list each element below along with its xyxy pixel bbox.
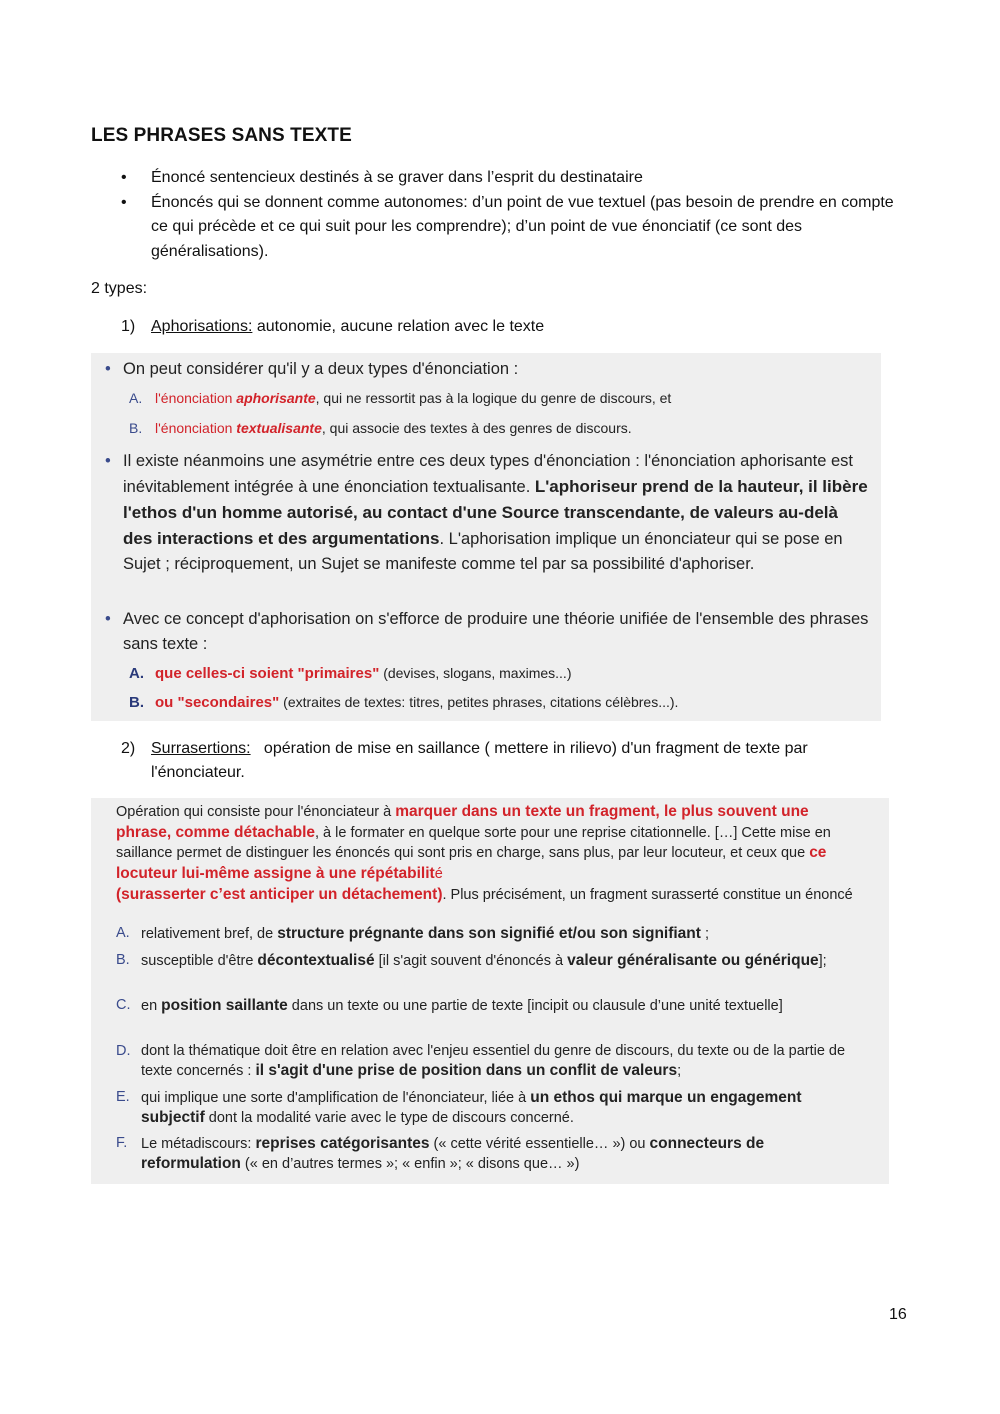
- criterion-d: D. dont la thématique doit être en relation avec l'enjeu essentiel du genre de discours, du texte ou de la partie de texte concernés : il s'agit d'une prise de position dans un conflit de valeurs;: [116, 1043, 846, 1079]
- surassertion-intro: Opération qui consiste pour l'énonciateur à marquer dans un texte un fragment, le plus souvent une phrase, comme détachable, à le formater en quelque sorte pour une reprise citationnelle. […] Cette mise en saillance permet de distinguer les énoncés qui sont pris en charge, sans plus, par leur locuteur, et ceux que ce locuteur lui-même assigne à une répétabilité (surasserter c’est anticiper un détachement). Plus précisément, un fragment surasserté constitue un énoncé: [116, 803, 853, 903]
- surassertion-excerpt: [91, 798, 889, 1184]
- sub-item-b: B. l'énonciation textualisante, qui associe des textes à des genres de discours.: [129, 420, 632, 436]
- type-2-surrasertions: 2) Surrasertions: opération de mise en saillance ( mettere in rilievo) d'un fragment de texte par l'énonciateur.: [121, 740, 813, 781]
- sub-item-secondaires: B. ou "secondaires" (extraites de textes: titres, petites phrases, citations célèbres...).: [129, 694, 679, 711]
- bullet-icon: •: [105, 610, 111, 628]
- types-label: 2 types:: [91, 280, 148, 297]
- term-surrasertions: Surrasertions:: [151, 740, 251, 757]
- criterion-a: A. relativement bref, de structure prégnante dans son signifié et/ou son signifiant ;: [116, 925, 709, 942]
- criterion-b: B. susceptible d'être décontextualisé [il s'agit souvent d'énoncés à valeur généralisante ou générique];: [116, 952, 827, 969]
- bullet-icon: •: [121, 169, 127, 186]
- slide-bullet-2: • Il existe néanmoins une asymétrie entre ces deux types d'énonciation : l'énonciation aphorisante est inévitablement intégrée à une énonciation textualisante. L'aphoriseur prend de la hauteur, il libère l'ethos d'un homme autorisé, au contact d'une Source transcendante, de valeurs au-delà des interactions et des argumentations. L'aphorisation implique un énonciateur qui se pose en Sujet ; réciproquement, un Sujet se manifeste comme tel par sa possibilité d'aphoriser.: [105, 449, 871, 577]
- slide-bullet-3: • Avec ce concept d'aphorisation on s'efforce de produire une théorie unifiée de l'ensemble des phrases sans texte :: [105, 607, 871, 657]
- list-item: • Énoncé sentencieux destinés à se graver dans l’esprit du destinataire: [91, 166, 911, 191]
- criterion-f: F. Le métadiscours: reprises catégorisantes (« cette vérité essentielle… ») ou connecteurs de reformulation (« en d’autres termes »; « enfin »; « disons que… »): [116, 1135, 765, 1172]
- sub-item-primaires: A. que celles-ci soient "primaires" (devises, slogans, maximes...): [129, 665, 572, 682]
- bullet-icon: •: [121, 193, 127, 211]
- bullet-icon: •: [105, 360, 111, 378]
- intro-bullet-list: [91, 166, 911, 264]
- type-1-aphorisations: 1) Aphorisations: autonomie, aucune relation avec le texte: [121, 318, 545, 335]
- page-number: 16: [889, 1306, 907, 1323]
- criterion-e: E. qui implique une sorte d'amplification de l'énonciateur, liée à un ethos qui marque un engagement subjectif dont la modalité varie avec le type de discours concerné.: [116, 1089, 802, 1126]
- page-title: LES PHRASES SANS TEXTE: [91, 125, 352, 146]
- bullet-icon: •: [105, 452, 111, 470]
- list-item: • Énoncés qui se donnent comme autonomes: d’un point de vue textuel (pas besoin de prendre en compte ce qui précède et ce qui suit pour les comprendre); d’un point de vue énonciatif (ce sont des généralisations).: [91, 191, 911, 265]
- term-aphorisations: Aphorisations:: [151, 318, 253, 335]
- sub-item-a: A. l'énonciation aphorisante, qui ne ressortit pas à la logique du genre de discours, et: [129, 390, 672, 406]
- aphorisation-slide-excerpt: [91, 353, 881, 721]
- slide-bullet-1: • On peut considérer qu'il y a deux types d'énonciation :: [105, 357, 871, 382]
- criterion-c: C. en position saillante dans un texte ou une partie de texte [incipit ou clausule d’une unité textuelle]: [116, 997, 783, 1014]
